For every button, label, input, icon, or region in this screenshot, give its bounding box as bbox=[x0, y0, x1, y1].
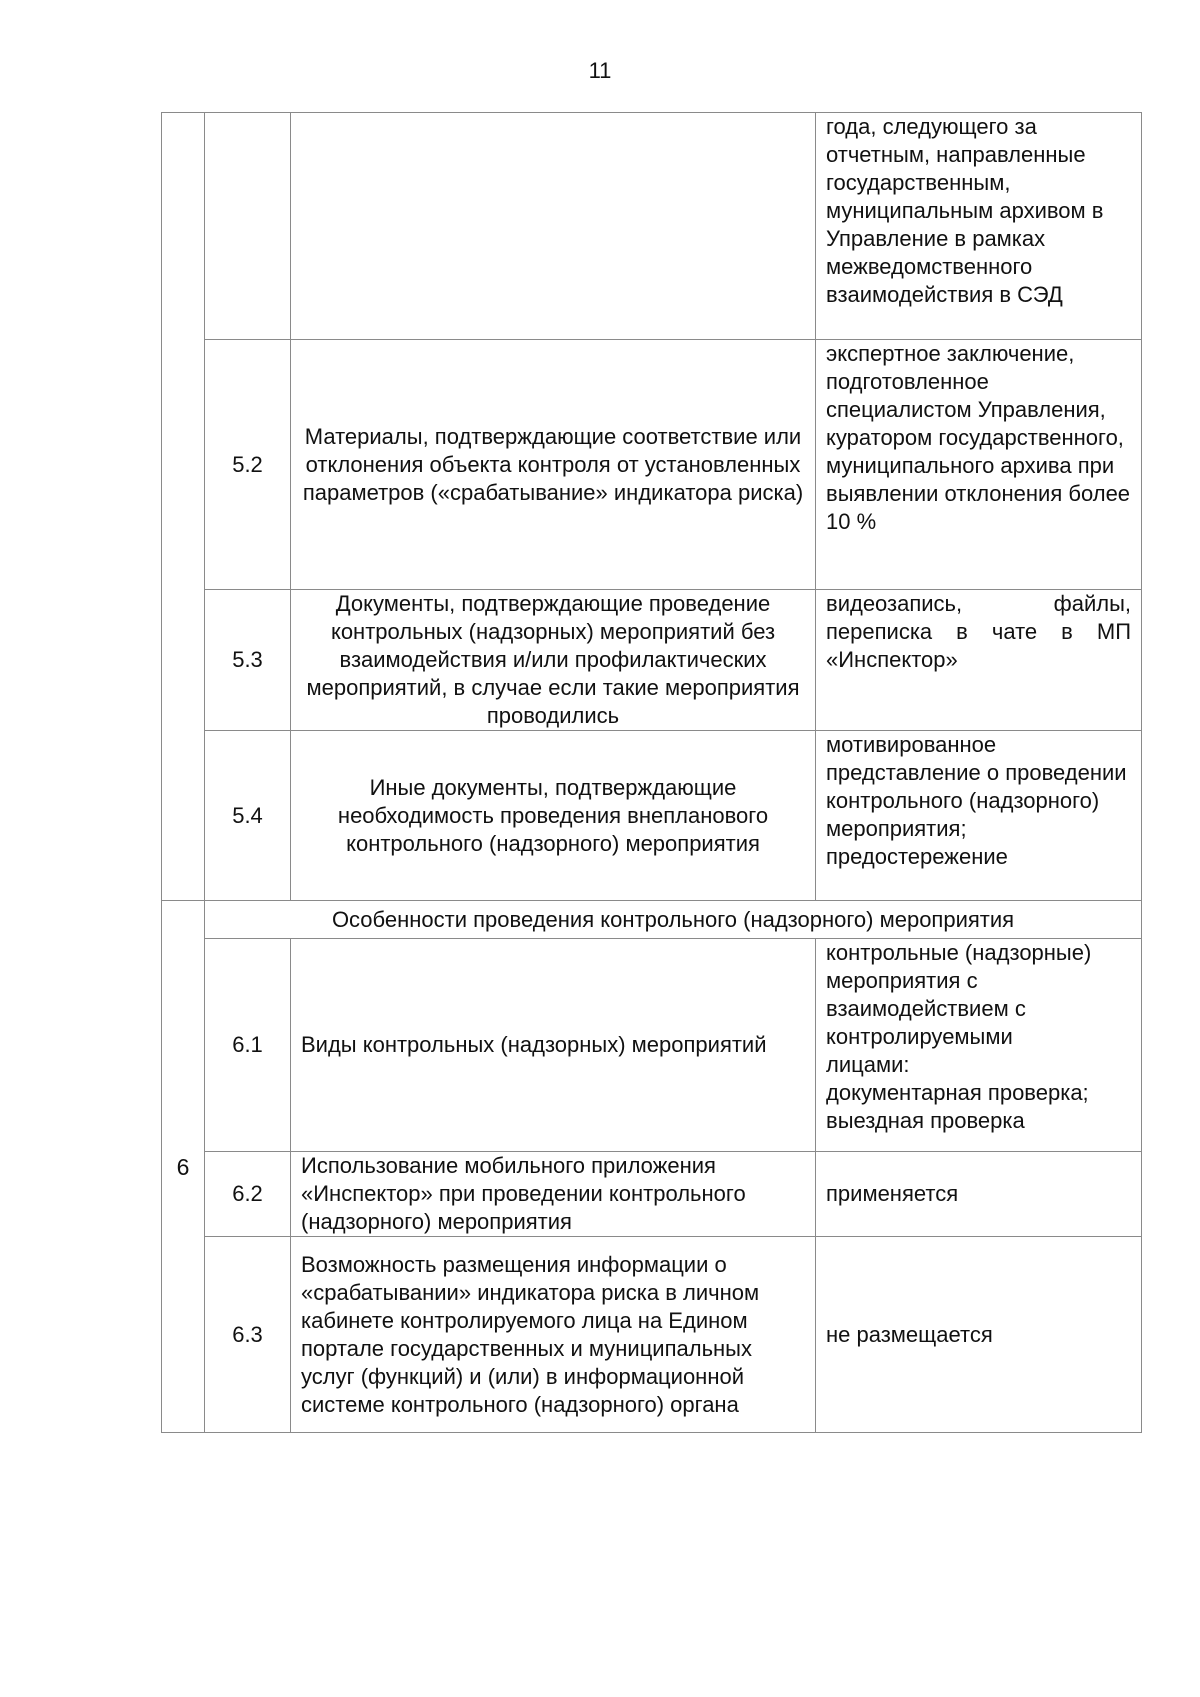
row-number-cell: 6.2 bbox=[205, 1152, 291, 1237]
value-line: лицами: bbox=[826, 1052, 910, 1077]
value-line: взаимодействием с bbox=[826, 996, 1026, 1021]
table-row bbox=[162, 340, 1142, 590]
page-number: 11 bbox=[588, 58, 612, 83]
table-row bbox=[162, 113, 1142, 340]
value-line: контролируемыми bbox=[826, 1024, 1013, 1049]
row-number-cell: 6.1 bbox=[205, 939, 291, 1152]
row-name-cell: Использование мобильного приложения «Инспектор» при проведении контрольного (надзорного) мероприятия bbox=[291, 1152, 816, 1237]
row-number-cell: 5.4 bbox=[205, 731, 291, 901]
row-value-cell: не размещается bbox=[816, 1237, 1142, 1433]
row-value-cell: применяется bbox=[816, 1152, 1142, 1237]
section-header-row bbox=[162, 901, 1142, 939]
row-number-cell: 5.3 bbox=[205, 590, 291, 731]
row-value-cell: видеозапись, файлы, переписка в чате в МП «Инспектор» bbox=[816, 590, 1142, 731]
table-row bbox=[162, 939, 1142, 1152]
row-value-cell: мотивированное представление о проведении контрольного (надзорного) мероприятия; предостережение bbox=[816, 731, 1142, 901]
row-value-cell: экспертное заключение, подготовленное специалистом Управления, куратором государственного, муниципального архива при выявлении отклонения более 10 % bbox=[816, 340, 1142, 590]
table-row bbox=[162, 1237, 1142, 1433]
row-value-cell bbox=[816, 939, 1142, 1152]
row-name-cell: Иные документы, подтверждающие необходимость проведения внепланового контрольного (надзорного) мероприятия bbox=[291, 731, 816, 901]
row-value-cell: года, следующего за отчетным, направленные государственным, муниципальным архивом в Управление в рамках межведомственного взаимодействия в СЭД bbox=[816, 113, 1142, 340]
section-number-cell: 6 bbox=[162, 901, 205, 1433]
table-row bbox=[162, 731, 1142, 901]
row-number-cell: 6.3 bbox=[205, 1237, 291, 1433]
row-number-cell bbox=[205, 113, 291, 340]
row-name-cell bbox=[291, 113, 816, 340]
row-name-cell: Документы, подтверждающие проведение контрольных (надзорных) мероприятий без взаимодействия и/или профилактических мероприятий, в случае если такие мероприятия проводились bbox=[291, 590, 816, 731]
row-number-cell: 5.2 bbox=[205, 340, 291, 590]
value-line: мероприятия с bbox=[826, 968, 978, 993]
table-row bbox=[162, 590, 1142, 731]
value-line: выездная проверка bbox=[826, 1108, 1025, 1133]
section-title: Особенности проведения контрольного (надзорного) мероприятия bbox=[205, 901, 1142, 939]
value-line: контрольные (надзорные) bbox=[826, 940, 1092, 965]
table-row bbox=[162, 1152, 1142, 1237]
section-5-number-cell bbox=[162, 113, 205, 901]
value-line: документарная проверка; bbox=[826, 1080, 1089, 1105]
row-name-cell: Материалы, подтверждающие соответствие или отклонения объекта контроля от установленных параметров («срабатывание» индикатора риска) bbox=[291, 340, 816, 590]
row-name-cell: Возможность размещения информации о «срабатывании» индикатора риска в личном кабинете контролируемого лица на Едином портале государственных и муниципальных услуг (функций) и (или) в информационной системе контрольного (надзорного) органа bbox=[291, 1237, 816, 1433]
row-name-cell: Виды контрольных (надзорных) мероприятий bbox=[291, 939, 816, 1152]
document-table bbox=[161, 112, 1142, 1433]
